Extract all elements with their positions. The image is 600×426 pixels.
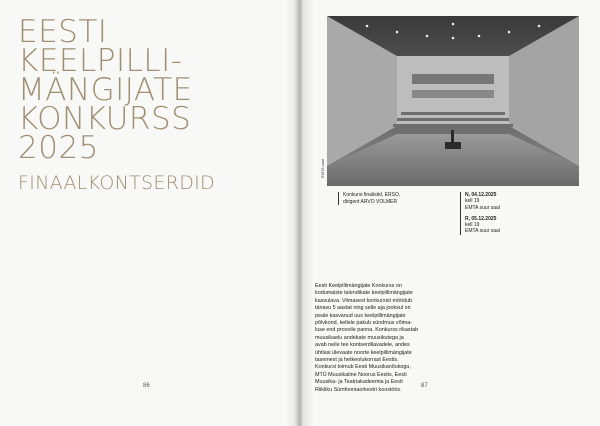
event-date: N, 04.12.2025 [465, 192, 497, 198]
body-line: peale kasvanud uus keelpillimängijate [315, 312, 406, 319]
title-line: KEELPILLI- [18, 43, 183, 79]
event-date: R, 05.12.2025 [465, 215, 497, 222]
body-line: Eesti Keelpillimängijate Konkurss on [315, 283, 402, 289]
body-line: tänavu 5 aastat ning selle aja jooksul on [315, 305, 411, 312]
body-line: põlvkond, kellele pakub sündmus võima- [315, 320, 413, 327]
body-line: MTÜ Muusikaline Noorus Eestis, Eesti [315, 371, 407, 378]
title-line: EESTI [18, 14, 108, 50]
photo-caption [338, 192, 455, 205]
event-venue: EMTA suur saal [465, 228, 500, 235]
caption-line: dirigent ARVO VOLMER [343, 198, 398, 205]
body-line: luse end proovile panna. Konkurss rikastab [315, 327, 419, 334]
event-time: kell 19 [465, 198, 480, 205]
event-time: kell 19 [465, 222, 480, 229]
body-line: tasemest ja hetkeolukorrast Eestis. [315, 357, 399, 364]
body-line: Riikliku Sümfooniaorkestri koostöös. [315, 386, 402, 393]
page-number-right: 87 [421, 383, 428, 389]
event-dates [460, 192, 575, 235]
body-line: muusikaelu andekate muusikutega ja [315, 334, 404, 341]
concert-hall-photo [327, 16, 579, 186]
body-line: kasvulava. Viimasest konkursist möödub [315, 297, 412, 304]
body-line: Konkursi toimub Eesti Muusikanõukogu, [315, 364, 411, 371]
event-venue: EMTA suur saal [465, 204, 500, 211]
page-gutter [286, 0, 314, 426]
page-subtitle: FINAALKONTSERDID [18, 172, 215, 194]
body-line: avab neile tee kontserdilavadele, andes [315, 342, 410, 349]
page-title [18, 14, 193, 166]
title-line: 2025 [18, 130, 99, 166]
body-text [315, 283, 455, 394]
photo-credit: EMTA saal [320, 158, 325, 178]
body-line: kodumaiste talendikate keelpillimängijate [315, 290, 413, 297]
body-line: Muusika- ja Teatriakadeemia ja Eesti [315, 379, 403, 386]
title-line: MÄNGIJATE [18, 72, 193, 108]
page-number-left: 86 [143, 383, 150, 389]
concert-hall-illustration [327, 16, 579, 186]
caption-line: Konkursi finalistid, ERSO, [343, 192, 401, 198]
right-page [300, 0, 600, 426]
title-line: KONKURSS [18, 101, 192, 137]
body-line: ühtlasi ülevaate noorte keelpillimängijate [315, 349, 412, 356]
